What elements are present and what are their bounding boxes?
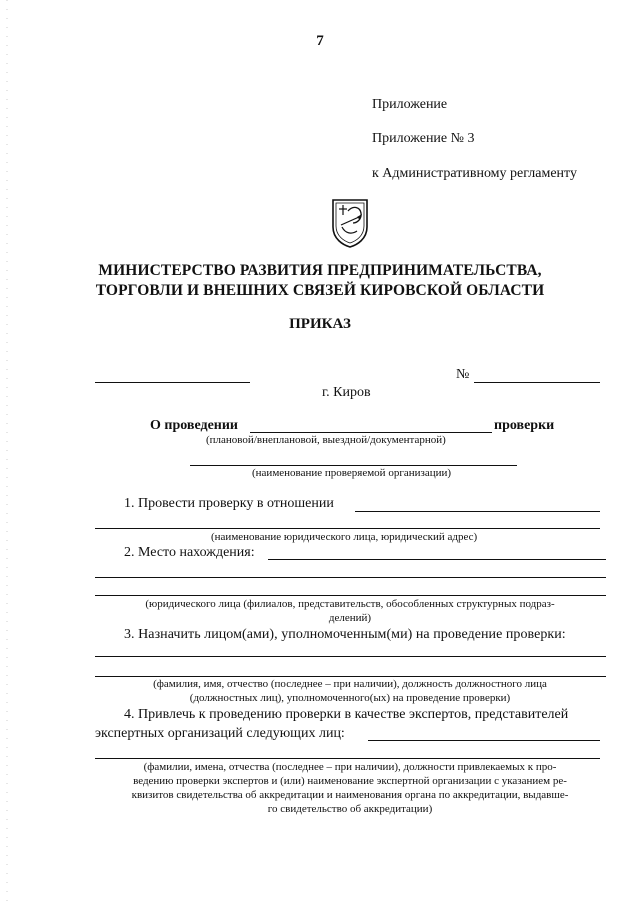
item-4-text-line-2: экспертных организаций следующих лиц: <box>95 726 345 741</box>
subject-suffix: проверки <box>494 418 555 433</box>
item-3-hint-line-2: (должностных лиц), уполномоченного(ых) на проведение проверки) <box>189 692 511 704</box>
item-3-hint <box>95 677 605 705</box>
item-2-hint-line-2: делений) <box>328 612 372 624</box>
item-4-field-line-a <box>368 740 600 741</box>
item-2-text: 2. Место нахождения: <box>124 545 255 560</box>
kirov-coat-of-arms-icon <box>329 197 371 249</box>
organization-field-line <box>190 465 517 466</box>
date-field-line <box>95 382 250 383</box>
check-type-hint: (плановой/внеплановой, выездной/документарной) <box>206 434 446 446</box>
appendix-line-2: Приложение № 3 <box>372 131 475 146</box>
appendix-line-1: Приложение <box>372 97 448 112</box>
item-2-hint <box>95 597 605 625</box>
appendix-line-3: к Административному регламенту <box>372 166 577 181</box>
ministry-name-line-1: МИНИСТЕРСТВО РАЗВИТИЯ ПРЕДПРИНИМАТЕЛЬСТВА, <box>98 262 542 279</box>
item-1-field-line-a <box>355 511 600 512</box>
item-3-text: 3. Назначить лицом(ами), уполномоченным(ми) на проведение проверки: <box>124 627 566 642</box>
item-3-field-line-a <box>95 656 606 657</box>
item-4-field-line-b <box>95 758 600 759</box>
item-3-hint-line-1: (фамилия, имя, отчество (последнее – при наличии), должность должностного лица <box>153 678 547 690</box>
item-2-field-line-a <box>268 559 606 560</box>
item-1-field-line-b <box>95 528 600 529</box>
number-label: № <box>456 367 470 382</box>
item-2-hint-line-1: (юридического лица (филиалов, представительств, обособленных структурных подраз- <box>145 598 555 610</box>
ministry-name-line-2: ТОРГОВЛИ И ВНЕШНИХ СВЯЗЕЙ КИРОВСКОЙ ОБЛАСТИ <box>95 282 545 299</box>
item-4-hint-line-2: ведению проверки экспертов и (или) наименование экспертной организации с указанием ре- <box>133 775 567 787</box>
document-title: ПРИКАЗ <box>289 316 351 332</box>
scan-edge-noise <box>6 0 8 905</box>
item-4-hint-line-4: го свидетельство об аккредитации) <box>267 803 433 815</box>
item-4-hint <box>95 760 605 816</box>
item-2-field-line-b <box>95 577 606 578</box>
city-label: г. Киров <box>322 385 371 400</box>
item-4-text-line-1: 4. Привлечь к проведению проверки в качестве экспертов, представителей <box>124 707 569 722</box>
organization-hint: (наименование проверяемой организации) <box>252 467 452 479</box>
item-1-text: 1. Провести проверку в отношении <box>124 496 334 511</box>
item-1-hint: (наименование юридического лица, юридический адрес) <box>211 531 478 543</box>
check-type-field-line <box>250 432 492 433</box>
item-4-hint-line-3: квизитов свидетельства об аккредитации и наименования органа по аккредитации, выдавше- <box>131 789 569 801</box>
item-4-hint-line-1: (фамилии, имена, отчества (последнее – при наличии), должности привлекаемых к про- <box>143 761 557 773</box>
subject-prefix: О проведении <box>150 418 238 433</box>
number-field-line <box>474 382 600 383</box>
page-number: 7 <box>316 33 324 49</box>
item-2-field-line-c <box>95 595 606 596</box>
